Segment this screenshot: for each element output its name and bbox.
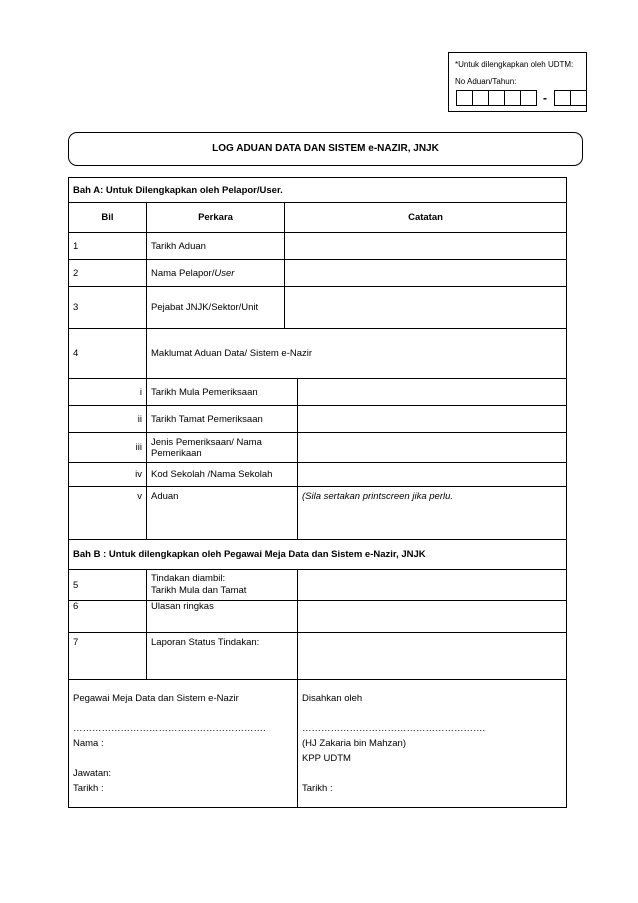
sub-row — [69, 406, 567, 433]
form-title: LOG ADUAN DATA DAN SISTEM e-NAZIR, JNJK — [212, 143, 439, 154]
row-item: Ulasan ringkas — [147, 601, 298, 633]
sub-row-number: iv — [69, 463, 147, 487]
catatan-cell[interactable] — [285, 233, 567, 260]
year-box[interactable] — [570, 90, 587, 106]
table-row — [69, 287, 567, 329]
section-a-heading: Bah A: Untuk Dilengkapkan oleh Pelapor/User. — [69, 178, 567, 203]
column-header-row — [69, 203, 567, 233]
approved-by-label: Disahkan oleh — [302, 693, 363, 704]
sub-row-number: v — [69, 487, 147, 540]
row-item: Pejabat JNJK/Sektor/Unit — [147, 287, 285, 329]
approval-signoff — [298, 680, 567, 808]
catatan-cell[interactable] — [298, 406, 567, 433]
table-row — [69, 233, 567, 260]
row-number: 3 — [69, 287, 147, 329]
sub-row — [69, 379, 567, 406]
number-box[interactable] — [472, 90, 489, 106]
section-b-header-row — [69, 540, 567, 570]
row-number: 4 — [69, 329, 147, 379]
catatan-cell[interactable] — [298, 601, 567, 633]
signature-line: …………………………………………………. — [302, 723, 486, 734]
signoff-row — [69, 680, 567, 808]
catatan-cell[interactable] — [298, 463, 567, 487]
table-row — [69, 329, 567, 379]
col-bil-header: Bil — [69, 203, 147, 233]
row-number: 1 — [69, 233, 147, 260]
sub-row-item: Tarikh Mula Pemeriksaan — [147, 379, 298, 406]
table-row — [69, 570, 567, 601]
complaint-form-table — [68, 177, 567, 808]
row-number: 5 — [69, 570, 147, 601]
row-item: Nama Pelapor/User — [147, 260, 285, 287]
date-field[interactable]: Tarikh : — [302, 783, 333, 794]
signature-line: ……………………………………………………. — [73, 723, 266, 734]
col-perkara-header: Perkara — [147, 203, 285, 233]
catatan-cell[interactable] — [298, 433, 567, 463]
sub-row-number: i — [69, 379, 147, 406]
number-box[interactable] — [520, 90, 537, 106]
name-field[interactable]: Nama : — [73, 738, 104, 749]
sub-row-item: Aduan — [147, 487, 298, 540]
approver-name: (HJ Zakaria bin Mahzan) — [302, 738, 407, 749]
sub-row — [69, 463, 567, 487]
catatan-cell[interactable] — [298, 633, 567, 680]
row-item: Laporan Status Tindakan: — [147, 633, 298, 680]
form-title-banner — [68, 132, 583, 166]
catatan-cell[interactable]: (Sila sertakan printscreen jika perlu. — [298, 487, 567, 540]
row-number: 6 — [69, 601, 147, 633]
date-field[interactable]: Tarikh : — [73, 783, 104, 794]
officer-title: Pegawai Meja Data dan Sistem e-Nazir — [73, 693, 239, 704]
table-row — [69, 260, 567, 287]
sub-row-item: Jenis Pemeriksaan/ Nama Pemerikaan — [147, 433, 298, 463]
row-item: Maklumat Aduan Data/ Sistem e-Nazir — [147, 329, 567, 379]
table-row — [69, 633, 567, 680]
number-box[interactable] — [504, 90, 521, 106]
col-catatan-header: Catatan — [285, 203, 567, 233]
section-a-header-row — [69, 178, 567, 203]
number-box[interactable] — [488, 90, 505, 106]
row-item: Tindakan diambil: Tarikh Mula dan Tamat — [147, 570, 298, 601]
row-number: 7 — [69, 633, 147, 680]
catatan-cell[interactable] — [298, 379, 567, 406]
approver-position: KPP UDTM — [302, 753, 351, 764]
complaint-number-fields — [456, 90, 586, 106]
sub-row-number: ii — [69, 406, 147, 433]
table-row — [69, 601, 567, 633]
catatan-cell[interactable] — [298, 570, 567, 601]
position-field[interactable]: Jawatan: — [73, 768, 112, 779]
sub-row-number: iii — [69, 433, 147, 463]
row-item: Tarikh Aduan — [147, 233, 285, 260]
catatan-cell[interactable] — [285, 287, 567, 329]
year-box[interactable] — [554, 90, 571, 106]
officer-signoff — [69, 680, 298, 808]
complaint-number-label: No Aduan/Tahun: — [455, 77, 517, 86]
udtm-box — [448, 52, 587, 112]
row-number: 2 — [69, 260, 147, 287]
udtm-note: *Untuk dilengkapkan oleh UDTM: — [455, 60, 574, 69]
sub-row — [69, 487, 567, 540]
sub-row-item: Kod Sekolah /Nama Sekolah — [147, 463, 298, 487]
number-box[interactable] — [456, 90, 473, 106]
sub-row — [69, 433, 567, 463]
section-b-heading: Bah B : Untuk dilengkapkan oleh Pegawai Meja Data dan Sistem e-Nazir, JNJK — [69, 540, 567, 570]
sub-row-item: Tarikh Tamat Pemeriksaan — [147, 406, 298, 433]
catatan-cell[interactable] — [285, 260, 567, 287]
separator-dash: - — [543, 91, 547, 105]
